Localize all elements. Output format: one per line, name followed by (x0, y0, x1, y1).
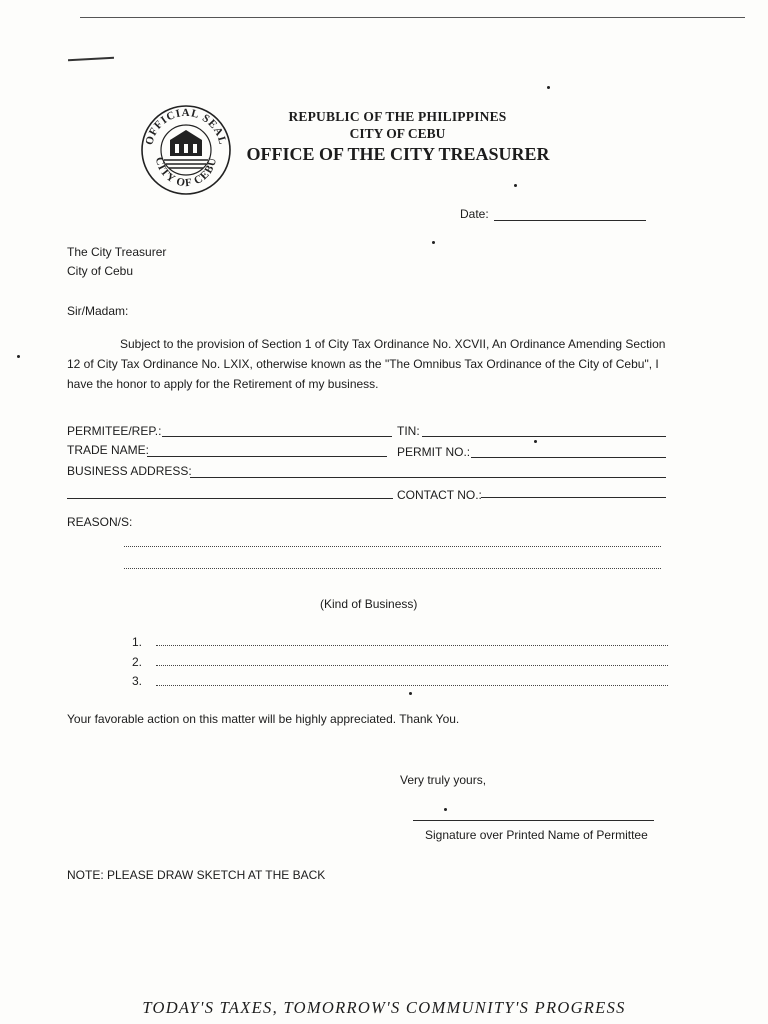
contact-no-label: CONTACT NO.: (397, 488, 482, 502)
scan-speck (409, 692, 412, 695)
date-field-line[interactable] (494, 220, 646, 221)
business-address-label: BUSINESS ADDRESS: (67, 464, 192, 478)
reason-line-1[interactable] (124, 546, 661, 547)
top-border-rule (80, 17, 745, 18)
trade-name-field-line[interactable] (147, 456, 387, 457)
business-kind-line-1[interactable] (156, 645, 668, 646)
item-number-3: 3. (132, 674, 143, 688)
scan-speck (514, 184, 517, 187)
valediction: Very truly yours, (400, 773, 487, 787)
body-paragraph (67, 334, 667, 394)
motto-footer: TODAY'S TAXES, TOMORROW'S COMMUNITY'S PROGRESS (142, 998, 626, 1017)
reasons-label: REASON/S: (67, 515, 133, 529)
svg-text:CITY OF CEBU: CITY OF CEBU (152, 156, 220, 190)
scan-speck (432, 241, 435, 244)
permit-no-label: PERMIT NO.: (397, 445, 471, 459)
svg-text:OFFICIAL SEAL: OFFICIAL SEAL (143, 106, 229, 147)
header-city: CITY OF CEBU (349, 126, 446, 141)
reason-line-2[interactable] (124, 568, 661, 569)
item-number-2: 2. (132, 655, 143, 669)
kind-of-business-label: (Kind of Business) (320, 597, 418, 611)
tin-label: TIN: (397, 424, 420, 438)
business-kind-line-3[interactable] (156, 685, 668, 686)
item-number-1: 1. (132, 635, 143, 649)
body-paragraph-text: Subject to the provision of Section 1 of City Tax Ordinance No. XCVII, An Ordinance Amending Section 12 of City Tax Ordinance No. LXIX, otherwise known as the "The Omnibus Tax Ordinance of the City of Cebu", I have the honor to apply for the Retirement of my business. (67, 337, 666, 391)
addressee-line-2: City of Cebu (67, 264, 134, 278)
pen-mark (68, 57, 114, 61)
permitee-label: PERMITEE/REP.: (67, 424, 162, 438)
scan-speck (444, 808, 447, 811)
tin-field-line[interactable] (422, 436, 666, 437)
business-kind-line-2[interactable] (156, 665, 668, 666)
permitee-field-line[interactable] (162, 436, 392, 437)
official-seal-icon (140, 104, 232, 196)
contact-no-field-line[interactable] (481, 497, 666, 498)
signature-line[interactable] (413, 820, 654, 821)
scan-speck (547, 86, 550, 89)
permit-no-field-line[interactable] (471, 457, 666, 458)
signature-caption: Signature over Printed Name of Permittee (425, 828, 648, 842)
scan-speck (17, 355, 20, 358)
salutation: Sir/Madam: (67, 304, 129, 318)
date-label: Date: (460, 207, 489, 221)
scan-speck (534, 440, 537, 443)
header-republic: REPUBLIC OF THE PHILIPPINES (288, 109, 507, 124)
header-office: OFFICE OF THE CITY TREASURER (246, 144, 550, 164)
note: NOTE: PLEASE DRAW SKETCH AT THE BACK (67, 868, 326, 882)
closing-line: Your favorable action on this matter will be highly appreciated. Thank You. (67, 712, 460, 726)
trade-name-label: TRADE NAME: (67, 443, 150, 457)
business-address-field-line-2[interactable] (67, 498, 393, 499)
addressee-line-1: The City Treasurer (67, 245, 167, 259)
business-address-field-line[interactable] (190, 477, 666, 478)
